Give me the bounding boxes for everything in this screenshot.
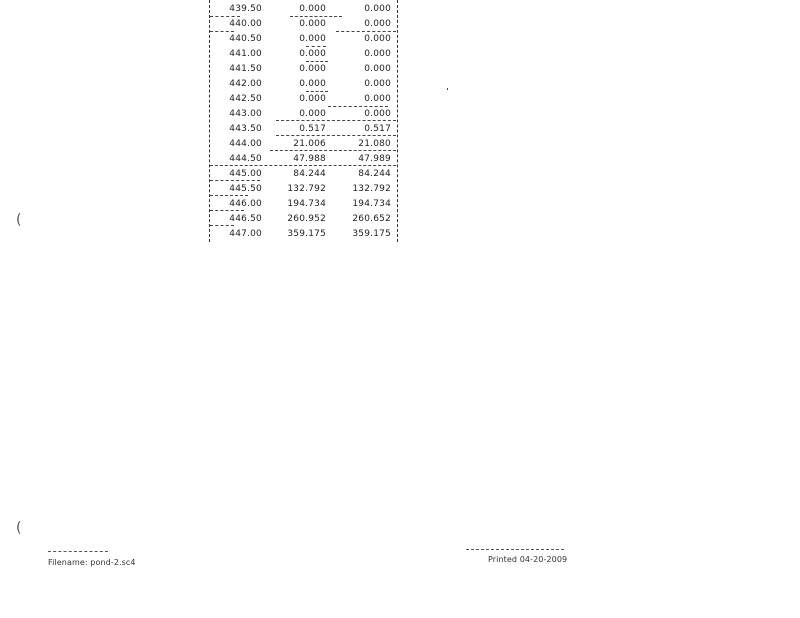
table-rule [210,195,248,196]
elevation-cell: 444.00 [229,139,262,149]
scan-speck [447,88,448,90]
elevation-cell: 445.50 [229,184,262,194]
footer-rule [466,549,564,550]
elevation-cell: 439.50 [229,4,262,14]
cumulative-volume-cell: 0.000 [364,4,391,14]
cumulative-volume-cell: 47.989 [358,154,391,164]
volume-cell: 0.000 [299,109,326,119]
footer-rule [48,551,108,552]
table-row [210,92,397,107]
volume-cell: 359.175 [287,229,326,239]
cumulative-volume-cell: 0.000 [364,19,391,29]
elevation-cell: 446.00 [229,199,262,209]
elevation-cell: 447.00 [229,229,262,239]
volume-cell: 194.734 [287,199,326,209]
cumulative-volume-cell: 0.000 [364,109,391,119]
volume-cell: 0.000 [299,4,326,14]
cumulative-volume-cell: 359.175 [352,229,391,239]
elevation-cell: 442.50 [229,94,262,104]
table-rule [270,150,396,151]
volume-cell: 0.000 [299,34,326,44]
table-rule [306,61,328,62]
volume-cell: 0.000 [299,64,326,74]
table-row [210,17,397,32]
table-row [210,62,397,77]
volume-cell: 0.517 [299,124,326,134]
footer-filename: Filename: pond-2.sc4 [48,558,136,567]
elevation-cell: 443.00 [229,109,262,119]
table-rule [210,225,234,226]
cumulative-volume-cell: 132.792 [352,184,391,194]
binding-hole-mark: ( [16,212,22,228]
elevation-cell: 441.00 [229,49,262,59]
table-rule [210,165,396,166]
volume-cell: 0.000 [299,94,326,104]
elevation-volume-table [209,0,398,242]
cumulative-volume-cell: 0.000 [364,79,391,89]
volume-cell: 84.244 [293,169,326,179]
table-row [210,47,397,62]
table-rule [210,31,234,32]
cumulative-volume-cell: 0.000 [364,34,391,44]
table-rule [210,16,240,17]
table-rule [290,16,342,17]
elevation-cell: 443.50 [229,124,262,134]
volume-cell: 132.792 [287,184,326,194]
elevation-cell: 446.50 [229,214,262,224]
elevation-cell: 440.00 [229,19,262,29]
cumulative-volume-cell: 84.244 [358,169,391,179]
table-rule [210,210,244,211]
table-rule [276,120,396,121]
cumulative-volume-cell: 0.517 [364,124,391,134]
cumulative-volume-cell: 0.000 [364,49,391,59]
table-rule [276,135,396,136]
volume-cell: 47.988 [293,154,326,164]
table-row [210,77,397,92]
cumulative-volume-cell: 0.000 [364,64,391,74]
volume-cell: 0.000 [299,79,326,89]
table-row [210,227,397,242]
binding-hole-mark: ( [16,520,22,536]
table-row [210,32,397,47]
cumulative-volume-cell: 260.652 [352,214,391,224]
elevation-cell: 441.50 [229,64,262,74]
table-row [210,2,397,17]
elevation-cell: 440.50 [229,34,262,44]
volume-cell: 260.952 [287,214,326,224]
table-row [210,212,397,227]
elevation-cell: 442.00 [229,79,262,89]
volume-cell: 0.000 [299,19,326,29]
volume-cell: 21.006 [293,139,326,149]
table-rule [336,31,396,32]
cumulative-volume-cell: 21.080 [358,139,391,149]
table-rule [306,46,326,47]
volume-cell: 0.000 [299,49,326,59]
cumulative-volume-cell: 0.000 [364,94,391,104]
table-rule [306,91,328,92]
footer-printed-date: Printed 04-20-2009 [488,555,568,564]
elevation-cell: 444.50 [229,154,262,164]
cumulative-volume-cell: 194.734 [352,199,391,209]
table-rule [210,180,260,181]
elevation-cell: 445.00 [229,169,262,179]
table-rule [328,106,388,107]
